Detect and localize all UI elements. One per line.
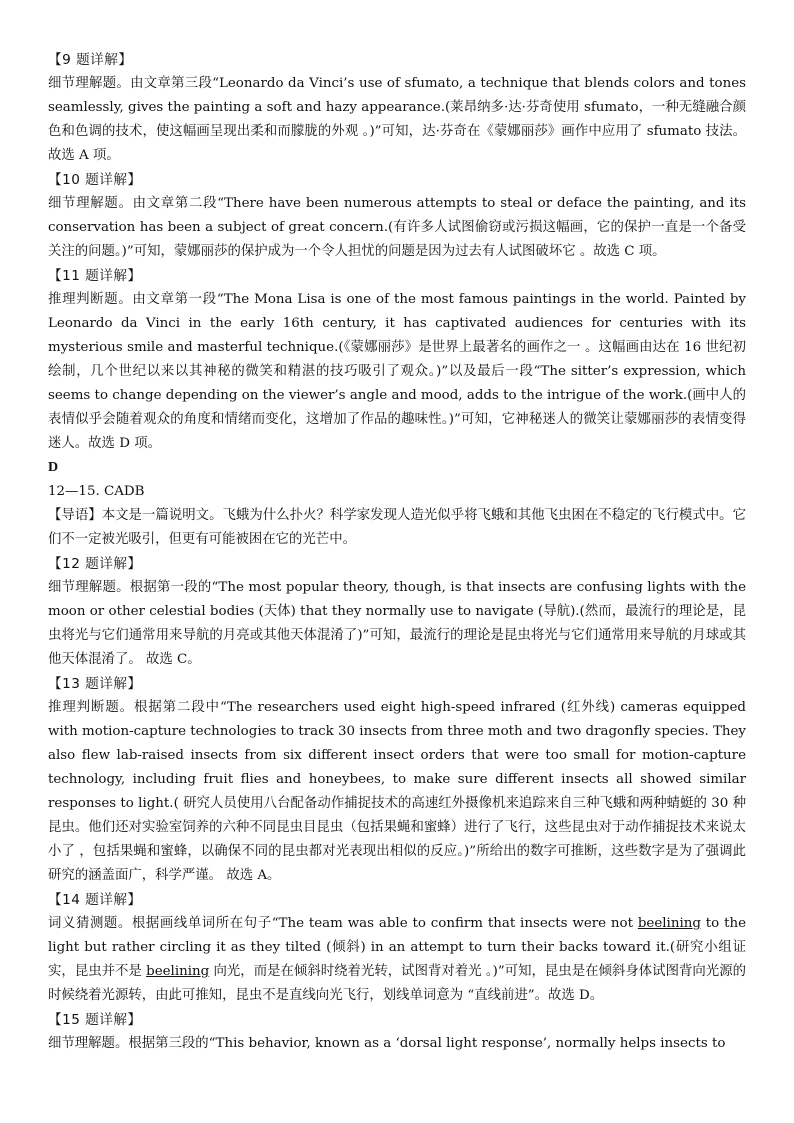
answers-line: 12—15. CADB — [48, 484, 145, 499]
heading-q11: 【11 题详解】 — [48, 268, 142, 284]
section-letter: D — [48, 460, 59, 475]
paragraph-q15: 细节理解题。根据第三段的“This behavior, known as a ‘dorsal light response’, normally helps insects to — [48, 1036, 726, 1051]
q14-text-middle: to the light but rather circling it as they tilted (倾斜) in an attempt to turn their backs toward it.(研究小组证实，昆虫并不是 — [48, 916, 747, 979]
paragraph-q14 — [48, 912, 746, 1008]
paragraph-q13: 推理判断题。根据第二段中“The researchers used eight high-speed infrared (红外线) cameras equipped with motion-capture technologies to track 30 insects from three moth and two dragonfly species. They also flew lab-raised insects from six different insect orders that were too small for motion-capture technology, including fruit flies and honeybees, to make sure different insects all showed similar responses to light.( 研究人员使用八台配备动作捕捉技术的高速红外摄像机来追踪来自三种飞蛾和两种蜻蜓的 30 种昆虫。他们还对实验室饲养的六种不同昆虫目昆虫（包括果蝇和蜜蜂）进行了飞行，这些昆虫对于动作捕捉技术来说太小了 ，包括果蝇和蜜蜂，以确保不同的昆虫都对光表现出相似的反应。)”所给出的数字可推断，这些数字是为了强调此研究的涵盖面广，科学严谨。 故选 A。 — [48, 700, 746, 883]
paragraph-q11: 推理判断题。由文章第一段“The Mona Lisa is one of the most famous paintings in the world. Painted by Leonardo da Vinci in the early 16th century, it has captivated audiences for centuries with its mysterious smile and masterful technique.(《蒙娜丽莎》是世界上最著名的画作之一 。这幅画由达在 16 世纪初绘制，几个世纪以来以其神秘的微笑和精湛的技巧吸引了观众。)”以及最后一段“The sitter’s expression, which seems to change depending on the viewer’s angle and mood, adds to the intrigue of the work.(画中人的表情似乎会随着观众的角度和情绪而变化，这增加了作品的趣味性。)”可知，它神秘迷人的微笑让蒙娜丽莎的表情变得迷人。故选 D 项。 — [48, 292, 746, 451]
paragraph-q10: 细节理解题。由文章第二段“There have been numerous attempts to steal or deface the painting, and its conservation has been a subject of great concern.(有许多人试图偷窃或污损这幅画，它的保护一直是一个备受关注的问题。)”可知，蒙娜丽莎的保护成为一个令人担忧的问题是因为过去有人试图破坏它 。故选 C 项。 — [48, 196, 746, 259]
q14-text-after: 向光，而是在倾斜时绕着光转，试图背对着光 。)”可知，昆虫是在倾斜身体试图背向光源的时候绕着光源转，由此可推知，昆虫不是直线向光飞行，划线单词意为 “直线前进”。故选 D。 — [48, 964, 746, 1003]
heading-q10: 【10 题详解】 — [48, 172, 142, 188]
q14-text-before: 词义猜测题。根据画线单词所在句子“The team was able to confirm that insects were not — [48, 916, 638, 931]
paragraph-q12: 细节理解题。根据第一段的“The most popular theory, though, is that insects are confusing lights with the moon or other celestial bodies (天体) that they normally use to navigate (导航).(然而，最流行的理论是，昆虫将光与它们通常用来导航的月亮或其他天体混淆了)”可知，最流行的理论是昆虫将光与它们通常用来导航的月球或其他天体混淆了。 故选 C。 — [48, 580, 746, 667]
heading-q13: 【13 题详解】 — [48, 676, 142, 692]
intro-paragraph: 【导语】本文是一篇说明文。飞蛾为什么扑火？科学家发现人造光似乎将飞蛾和其他飞虫困在不稳定的飞行模式中。它们不一定被光吸引，但更有可能被困在它的光芒中。 — [48, 508, 746, 547]
paragraph-q9: 细节理解题。由文章第三段“Leonardo da Vinci’s use of sfumato, a technique that blends colors and tones seamlessly, gives the painting a soft and hazy appearance.(莱昂纳多·达·芬奇使用 sfumato，一种无缝融合颜色和色调的技术，使这幅画呈现出柔和而朦胧的外观 。)”可知，达·芬奇在《蒙娜丽莎》画作中应用了 sfumato 技法。故选 A 项。 — [48, 76, 746, 163]
underlined-word-1: beelining — [637, 916, 701, 931]
heading-q14: 【14 题详解】 — [48, 892, 142, 908]
heading-q9: 【9 题详解】 — [48, 52, 133, 68]
underlined-word-2: beelining — [146, 964, 210, 979]
heading-q12: 【12 题详解】 — [48, 556, 142, 572]
heading-q15: 【15 题详解】 — [48, 1012, 142, 1028]
